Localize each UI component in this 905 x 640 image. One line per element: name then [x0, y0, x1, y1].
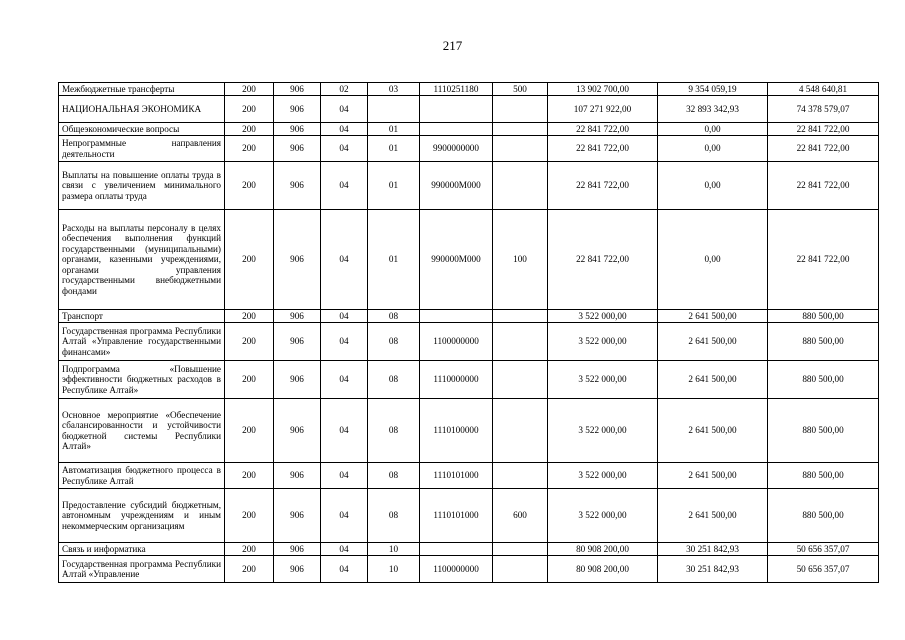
- amount-executed-cell: 0,00: [658, 136, 768, 162]
- row-name-cell: Предоставление субсидий бюджетным, автономным учреждениям и иным некоммерческим организациям: [59, 489, 225, 543]
- department-code-cell: 906: [274, 323, 321, 361]
- section-code-cell: 04: [321, 556, 368, 583]
- expense-type-cell: [493, 323, 548, 361]
- row-name-cell: Подпрограмма «Повышение эффективности бюджетных расходов в Республике Алтай»: [59, 361, 225, 399]
- target-article-cell: 1100000000: [420, 323, 493, 361]
- amount-total-cell: 13 902 700,00: [548, 83, 658, 96]
- row-name-cell: Межбюджетные трансферты: [59, 83, 225, 96]
- expense-type-cell: [493, 361, 548, 399]
- target-article-cell: 9900000000: [420, 136, 493, 162]
- target-article-cell: 1110100000: [420, 399, 493, 463]
- row-name-cell: Связь и информатика: [59, 543, 225, 556]
- target-article-cell: [420, 543, 493, 556]
- amount-remaining-cell: 22 841 722,00: [768, 123, 879, 136]
- department-code-cell: 906: [274, 361, 321, 399]
- row-name-cell: Автоматизация бюджетного процесса в Республике Алтай: [59, 463, 225, 489]
- subsection-code-cell: 08: [368, 310, 420, 323]
- table-row: [59, 123, 879, 136]
- table-row: [59, 210, 879, 310]
- department-code-cell: 906: [274, 399, 321, 463]
- grbs-cell: 200: [225, 83, 274, 96]
- section-code-cell: 04: [321, 323, 368, 361]
- target-article-cell: [420, 310, 493, 323]
- row-name-cell: Непрограммные направления деятельности: [59, 136, 225, 162]
- department-code-cell: 906: [274, 83, 321, 96]
- expense-type-cell: [493, 543, 548, 556]
- grbs-cell: 200: [225, 543, 274, 556]
- table-row: [59, 136, 879, 162]
- amount-total-cell: 3 522 000,00: [548, 463, 658, 489]
- grbs-cell: 200: [225, 162, 274, 210]
- expense-type-cell: 600: [493, 489, 548, 543]
- amount-remaining-cell: 22 841 722,00: [768, 162, 879, 210]
- subsection-code-cell: 01: [368, 123, 420, 136]
- department-code-cell: 906: [274, 162, 321, 210]
- section-code-cell: 04: [321, 162, 368, 210]
- grbs-cell: 200: [225, 463, 274, 489]
- target-article-cell: 990000М000: [420, 162, 493, 210]
- section-code-cell: 04: [321, 136, 368, 162]
- amount-total-cell: 80 908 200,00: [548, 556, 658, 583]
- grbs-cell: 200: [225, 136, 274, 162]
- grbs-cell: 200: [225, 399, 274, 463]
- subsection-code-cell: 08: [368, 323, 420, 361]
- target-article-cell: 1110101000: [420, 489, 493, 543]
- subsection-code-cell: 08: [368, 399, 420, 463]
- amount-remaining-cell: 880 500,00: [768, 323, 879, 361]
- table-row: [59, 162, 879, 210]
- department-code-cell: 906: [274, 489, 321, 543]
- grbs-cell: 200: [225, 489, 274, 543]
- subsection-code-cell: 01: [368, 210, 420, 310]
- subsection-code-cell: 08: [368, 463, 420, 489]
- section-code-cell: 04: [321, 310, 368, 323]
- grbs-cell: 200: [225, 323, 274, 361]
- section-code-cell: 04: [321, 210, 368, 310]
- amount-remaining-cell: 880 500,00: [768, 463, 879, 489]
- page-number: 217: [442, 38, 463, 53]
- row-name-cell: Общеэкономические вопросы: [59, 123, 225, 136]
- section-code-cell: 04: [321, 96, 368, 123]
- section-code-cell: 02: [321, 83, 368, 96]
- amount-remaining-cell: 880 500,00: [768, 361, 879, 399]
- subsection-code-cell: 10: [368, 556, 420, 583]
- grbs-cell: 200: [225, 556, 274, 583]
- subsection-code-cell: 01: [368, 162, 420, 210]
- amount-remaining-cell: 50 656 357,07: [768, 543, 879, 556]
- amount-executed-cell: 30 251 842,93: [658, 543, 768, 556]
- subsection-code-cell: 03: [368, 83, 420, 96]
- table-row: [59, 489, 879, 543]
- row-name-cell: НАЦИОНАЛЬНАЯ ЭКОНОМИКА: [59, 96, 225, 123]
- grbs-cell: 200: [225, 361, 274, 399]
- table-row: [59, 310, 879, 323]
- expense-type-cell: [493, 136, 548, 162]
- amount-executed-cell: 2 641 500,00: [658, 310, 768, 323]
- grbs-cell: 200: [225, 210, 274, 310]
- amount-remaining-cell: 4 548 640,81: [768, 83, 879, 96]
- amount-total-cell: 3 522 000,00: [548, 489, 658, 543]
- row-name-cell: Государственная программа Республики Алтай «Управление государственными финансами»: [59, 323, 225, 361]
- amount-executed-cell: 2 641 500,00: [658, 489, 768, 543]
- amount-executed-cell: 2 641 500,00: [658, 361, 768, 399]
- table-row: [59, 463, 879, 489]
- table-row: [59, 399, 879, 463]
- amount-executed-cell: 0,00: [658, 162, 768, 210]
- amount-executed-cell: 0,00: [658, 210, 768, 310]
- expense-type-cell: 500: [493, 83, 548, 96]
- amount-total-cell: 107 271 922,00: [548, 96, 658, 123]
- target-article-cell: 1110251180: [420, 83, 493, 96]
- section-code-cell: 04: [321, 123, 368, 136]
- department-code-cell: 906: [274, 310, 321, 323]
- amount-total-cell: 22 841 722,00: [548, 136, 658, 162]
- amount-total-cell: 3 522 000,00: [548, 399, 658, 463]
- expense-type-cell: [493, 310, 548, 323]
- department-code-cell: 906: [274, 556, 321, 583]
- budget-table: [58, 82, 879, 583]
- table-row: [59, 361, 879, 399]
- row-name-cell: Основное мероприятие «Обеспечение сбалансированности и устойчивости бюджетной системы Республики Алтай»: [59, 399, 225, 463]
- amount-remaining-cell: 22 841 722,00: [768, 210, 879, 310]
- amount-remaining-cell: 74 378 579,07: [768, 96, 879, 123]
- target-article-cell: 990000М000: [420, 210, 493, 310]
- amount-total-cell: 22 841 722,00: [548, 162, 658, 210]
- amount-total-cell: 22 841 722,00: [548, 210, 658, 310]
- table-row: [59, 96, 879, 123]
- amount-remaining-cell: 880 500,00: [768, 310, 879, 323]
- expense-type-cell: [493, 162, 548, 210]
- subsection-code-cell: [368, 96, 420, 123]
- amount-executed-cell: 0,00: [658, 123, 768, 136]
- expense-type-cell: [493, 399, 548, 463]
- target-article-cell: [420, 123, 493, 136]
- table-row: [59, 83, 879, 96]
- amount-total-cell: 3 522 000,00: [548, 361, 658, 399]
- amount-executed-cell: 9 354 059,19: [658, 83, 768, 96]
- amount-remaining-cell: 50 656 357,07: [768, 556, 879, 583]
- department-code-cell: 906: [274, 463, 321, 489]
- grbs-cell: 200: [225, 96, 274, 123]
- amount-executed-cell: 2 641 500,00: [658, 323, 768, 361]
- subsection-code-cell: 10: [368, 543, 420, 556]
- department-code-cell: 906: [274, 210, 321, 310]
- amount-total-cell: 22 841 722,00: [548, 123, 658, 136]
- grbs-cell: 200: [225, 310, 274, 323]
- expense-type-cell: [493, 556, 548, 583]
- expense-type-cell: [493, 96, 548, 123]
- department-code-cell: 906: [274, 543, 321, 556]
- target-article-cell: 1100000000: [420, 556, 493, 583]
- row-name-cell: Государственная программа Республики Алтай «Управление: [59, 556, 225, 583]
- section-code-cell: 04: [321, 399, 368, 463]
- row-name-cell: Транспорт: [59, 310, 225, 323]
- department-code-cell: 906: [274, 136, 321, 162]
- section-code-cell: 04: [321, 463, 368, 489]
- amount-executed-cell: 2 641 500,00: [658, 399, 768, 463]
- amount-remaining-cell: 880 500,00: [768, 399, 879, 463]
- amount-executed-cell: 30 251 842,93: [658, 556, 768, 583]
- amount-total-cell: 80 908 200,00: [548, 543, 658, 556]
- table-row: [59, 556, 879, 583]
- target-article-cell: 1110101000: [420, 463, 493, 489]
- table-row: [59, 543, 879, 556]
- department-code-cell: 906: [274, 123, 321, 136]
- amount-remaining-cell: 22 841 722,00: [768, 136, 879, 162]
- section-code-cell: 04: [321, 489, 368, 543]
- grbs-cell: 200: [225, 123, 274, 136]
- target-article-cell: 1110000000: [420, 361, 493, 399]
- amount-remaining-cell: 880 500,00: [768, 489, 879, 543]
- row-name-cell: Расходы на выплаты персоналу в целях обеспечения выполнения функций государственными (муниципальными) органами, казенными учреждениями, органами управления государственными внебюджетными фондами: [59, 210, 225, 310]
- subsection-code-cell: 08: [368, 489, 420, 543]
- table-row: [59, 323, 879, 361]
- section-code-cell: 04: [321, 361, 368, 399]
- subsection-code-cell: 01: [368, 136, 420, 162]
- expense-type-cell: 100: [493, 210, 548, 310]
- amount-total-cell: 3 522 000,00: [548, 310, 658, 323]
- expense-type-cell: [493, 463, 548, 489]
- department-code-cell: 906: [274, 96, 321, 123]
- subsection-code-cell: 08: [368, 361, 420, 399]
- amount-executed-cell: 2 641 500,00: [658, 463, 768, 489]
- amount-executed-cell: 32 893 342,93: [658, 96, 768, 123]
- target-article-cell: [420, 96, 493, 123]
- amount-total-cell: 3 522 000,00: [548, 323, 658, 361]
- section-code-cell: 04: [321, 543, 368, 556]
- expense-type-cell: [493, 123, 548, 136]
- row-name-cell: Выплаты на повышение оплаты труда в связи с увеличением минимального размера оплаты труда: [59, 162, 225, 210]
